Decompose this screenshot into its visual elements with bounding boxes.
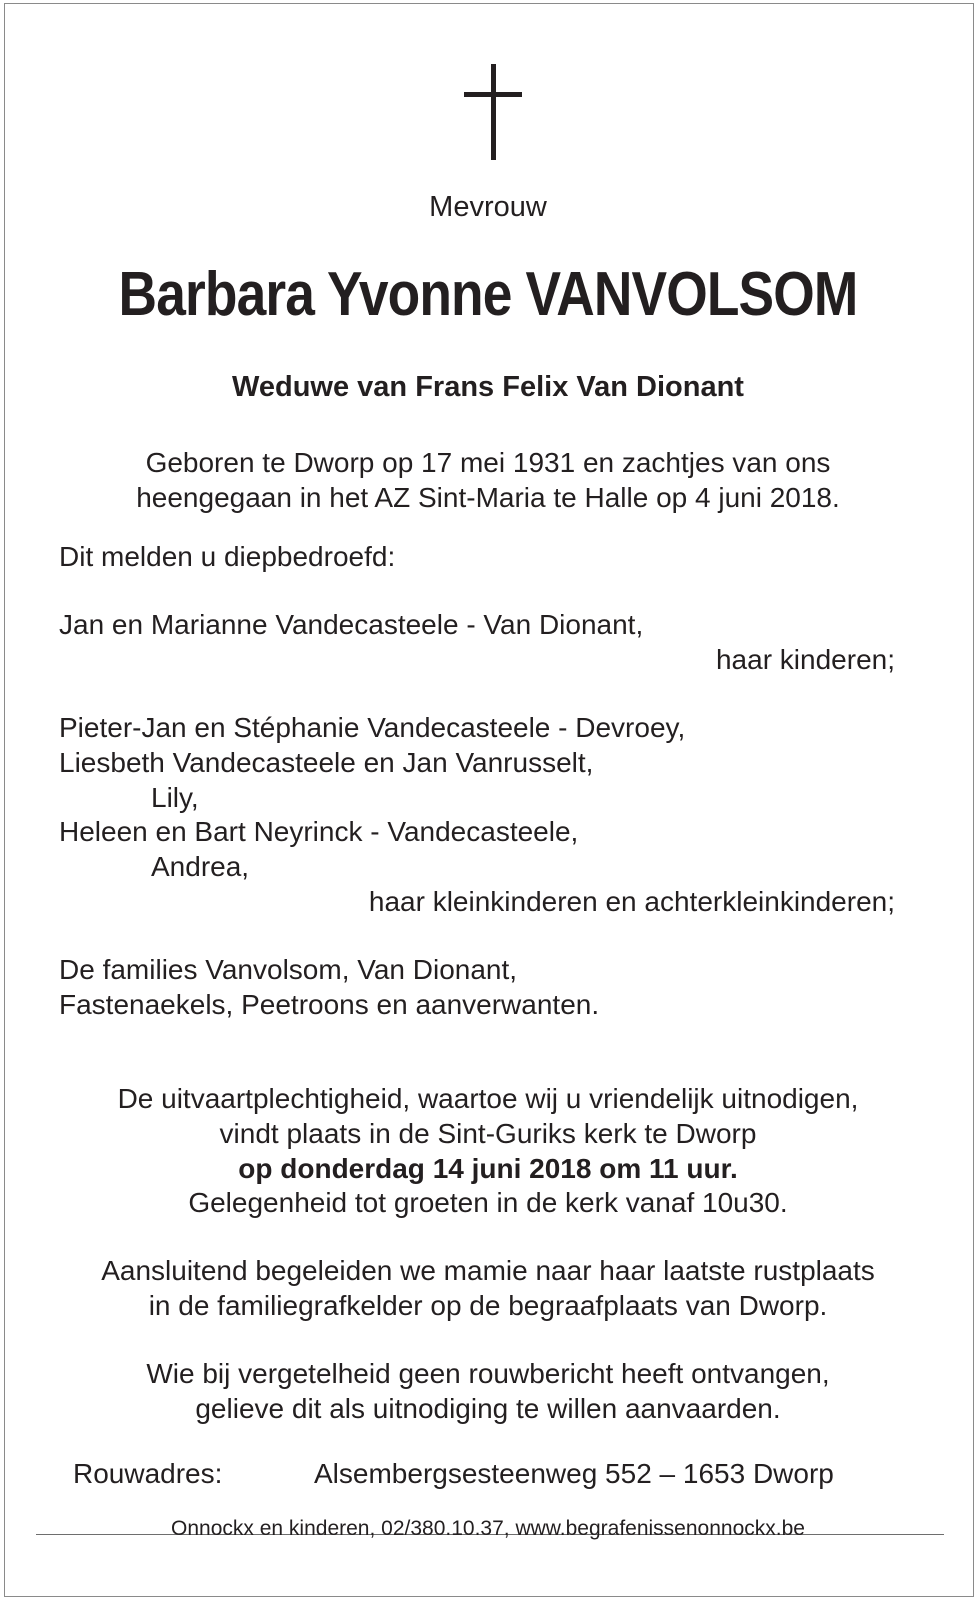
salutation: Mevrouw xyxy=(429,191,547,223)
notice-line-1: Wie bij vergetelheid geen rouwbericht heeft ontvangen, xyxy=(146,1358,830,1389)
birth-line-2: heengegaan in het AZ Sint-Maria te Halle op 4 juni 2018. xyxy=(136,482,840,513)
great-grandchild-lily: Lily, xyxy=(151,782,199,813)
ceremony-line-2: vindt plaats in de Sint-Guriks kerk te Dworp xyxy=(219,1118,757,1149)
undertaker-footer: Onnockx en kinderen, 02/380.10.37, www.begrafenissenonnockx.be xyxy=(171,1517,805,1540)
ceremony-line-1: De uitvaartplechtigheid, waartoe wij u vriendelijk uitnodigen, xyxy=(117,1083,859,1114)
address-label: Rouwadres: xyxy=(73,1458,223,1489)
widow-line: Weduwe van Frans Felix Van Dionant xyxy=(232,371,744,403)
families-line-2: Fastenaekels, Peetroons en aanverwanten. xyxy=(59,989,600,1020)
grandchildren-line-2: Liesbeth Vandecasteele en Jan Vanrusselt, xyxy=(59,747,594,778)
notice-line-2: gelieve dit als uitnodiging te willen aanvaarden. xyxy=(195,1393,781,1424)
deceased-name: Barbara Yvonne VANVOLSOM xyxy=(118,260,858,329)
obituary-card xyxy=(4,3,974,1597)
children-role: haar kinderen; xyxy=(715,644,895,675)
birth-line-1: Geboren te Dworp op 17 mei 1931 en zachtjes van ons xyxy=(145,447,831,478)
ceremony-date: op donderdag 14 juni 2018 om 11 uur. xyxy=(238,1153,738,1184)
burial-line-1: Aansluitend begeleiden we mamie naar haar laatste rustplaats xyxy=(101,1255,875,1286)
grandchildren-line-1: Pieter-Jan en Stéphanie Vandecasteele - Devroey, xyxy=(59,712,686,743)
grandchildren-role: haar kleinkinderen en achterkleinkinderen; xyxy=(368,886,895,917)
great-grandchild-andrea: Andrea, xyxy=(151,851,250,882)
children-names: Jan en Marianne Vandecasteele - Van Dionant, xyxy=(59,609,644,640)
announcement-line: Dit melden u diepbedroefd: xyxy=(59,541,396,572)
address-value: Alsembergsesteenweg 552 – 1653 Dworp xyxy=(314,1458,834,1489)
ceremony-line-4: Gelegenheid tot groeten in de kerk vanaf 10u30. xyxy=(188,1187,788,1218)
burial-line-2: in de familiegrafkelder op de begraafplaats van Dworp. xyxy=(148,1290,828,1321)
families-line-1: De families Vanvolsom, Van Dionant, xyxy=(59,954,518,985)
grandchildren-line-4: Heleen en Bart Neyrinck - Vandecasteele, xyxy=(59,816,579,847)
